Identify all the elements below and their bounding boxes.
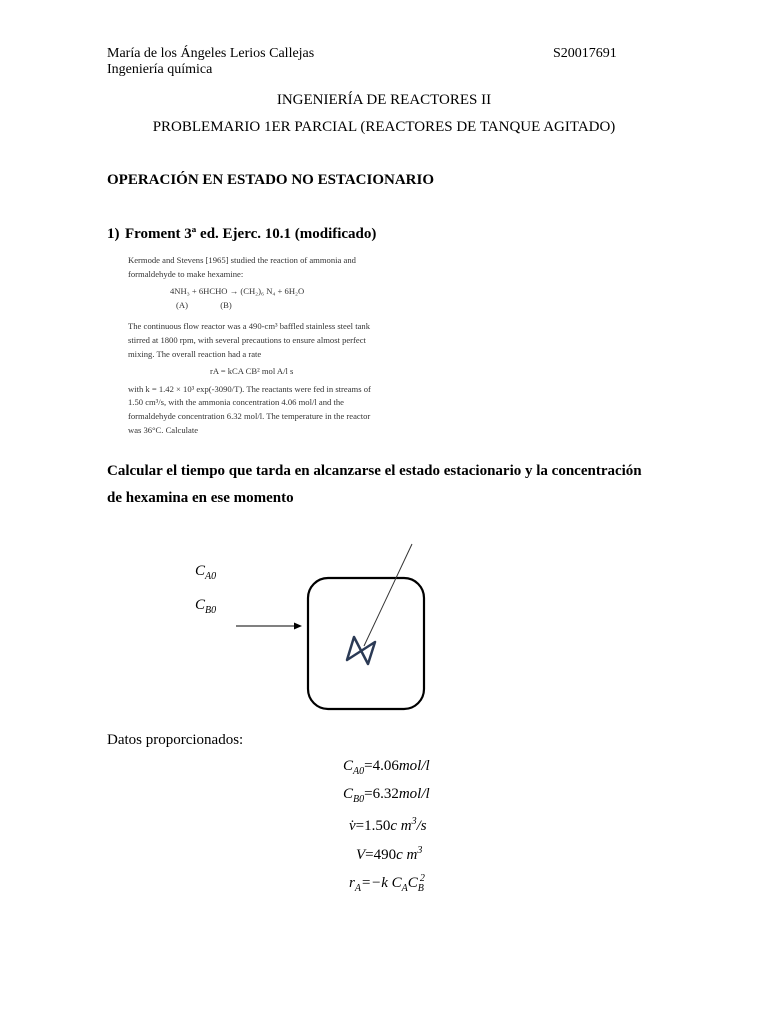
impeller-icon: [347, 637, 375, 664]
excerpt-line: The continuous flow reactor was a 490-cm³ baffled stainless steel tank: [128, 321, 371, 332]
equation-volume: [356, 845, 422, 864]
eq-value: =−k C: [360, 875, 402, 891]
eq-subscript: A: [354, 883, 361, 894]
question-line-1: Calcular el tiempo que tarda en alcanzarse el estado estacionario y la concentración: [107, 463, 642, 479]
eq-symbol: C: [343, 758, 354, 774]
program-name: Ingeniería química: [107, 62, 213, 77]
feed-arrow-head: [294, 623, 302, 630]
problem-number: 1): [107, 226, 120, 242]
student-id: S20017691: [553, 46, 617, 61]
eq-subscript: B: [417, 883, 424, 894]
cb0-symbol: C: [195, 597, 206, 613]
excerpt-line: 1.50 cm³/s, with the ammonia concentration 4.06 mol/l and the: [128, 397, 344, 408]
excerpt-label-a: (A): [176, 299, 188, 310]
question-line-2: de hexamina en ese momento: [107, 490, 294, 506]
excerpt-line: was 36°C. Calculate: [128, 424, 199, 435]
excerpt-line: formaldehyde to make hexamine:: [128, 268, 244, 279]
excerpt-rate-law: rA = kCA CB² mol A/l s: [210, 366, 294, 377]
eq-symbol: v̇: [349, 818, 356, 834]
cb0-subscript: B0: [205, 605, 217, 616]
excerpt-line: stirred at 1800 rpm, with several precautions to ensure almost perfect: [128, 334, 366, 345]
eq-unit: c m: [396, 847, 418, 863]
eq-unit: c m: [390, 818, 412, 834]
document-subtitle: PROBLEMARIO 1ER PARCIAL (REACTORES DE TANQUE AGITADO): [152, 119, 616, 135]
excerpt-line: mixing. The overall reaction had a rate: [128, 348, 262, 359]
data-label: Datos proporcionados:: [107, 732, 244, 748]
excerpt-label-b: (B): [220, 299, 232, 310]
equation-cb0: [343, 786, 430, 805]
eq-superscript: 3: [417, 845, 423, 856]
ca0-symbol: C: [195, 563, 206, 579]
eq-unit: mol/l: [398, 758, 430, 774]
excerpt-line: formaldehyde concentration 6.32 mol/l. The temperature in the reactor: [128, 410, 371, 421]
eq-value: =1.50: [355, 818, 391, 834]
eq-unit-tail: /s: [416, 818, 427, 834]
eq-symbol: C: [407, 875, 418, 891]
eq-subscript: A0: [353, 766, 365, 777]
excerpt-reaction: 4NH₃ + 6HCHO → (CH₂)₆ N₄ + 6H₂O: [170, 286, 305, 297]
excerpt-line: Kermode and Stevens [1965] studied the reaction of ammonia and: [128, 255, 356, 265]
eq-value: =6.32: [364, 786, 399, 802]
equation-rate-law: [349, 873, 425, 894]
section-heading: OPERACIÓN EN ESTADO NO ESTACIONARIO: [107, 172, 434, 188]
reactor-tank: [308, 578, 424, 709]
eq-symbol: C: [343, 786, 354, 802]
eq-value: =490: [365, 847, 397, 863]
excerpt-line: with k = 1.42 × 10³ exp(-3090/T). The reactants were fed in streams of: [128, 383, 371, 394]
eq-superscript: 3: [411, 816, 417, 827]
author-name: María de los Ángeles Lerios Callejas: [107, 46, 315, 61]
problem-title: Froment 3ª ed. Ejerc. 10.1 (modificado): [125, 226, 377, 242]
eq-subscript: A: [401, 883, 408, 894]
agitator-shaft: [364, 544, 412, 646]
course-title: INGENIERÍA DE REACTORES II: [276, 92, 492, 108]
equation-flow-rate: [349, 816, 427, 835]
eq-symbol: V: [356, 847, 366, 863]
eq-unit: mol/l: [398, 786, 430, 802]
ca0-subscript: A0: [205, 571, 217, 582]
eq-subscript: B0: [353, 794, 365, 805]
equation-ca0: [343, 758, 430, 777]
eq-symbol: r: [349, 875, 355, 891]
eq-superscript: 2: [419, 873, 425, 884]
eq-value: =4.06: [364, 758, 399, 774]
